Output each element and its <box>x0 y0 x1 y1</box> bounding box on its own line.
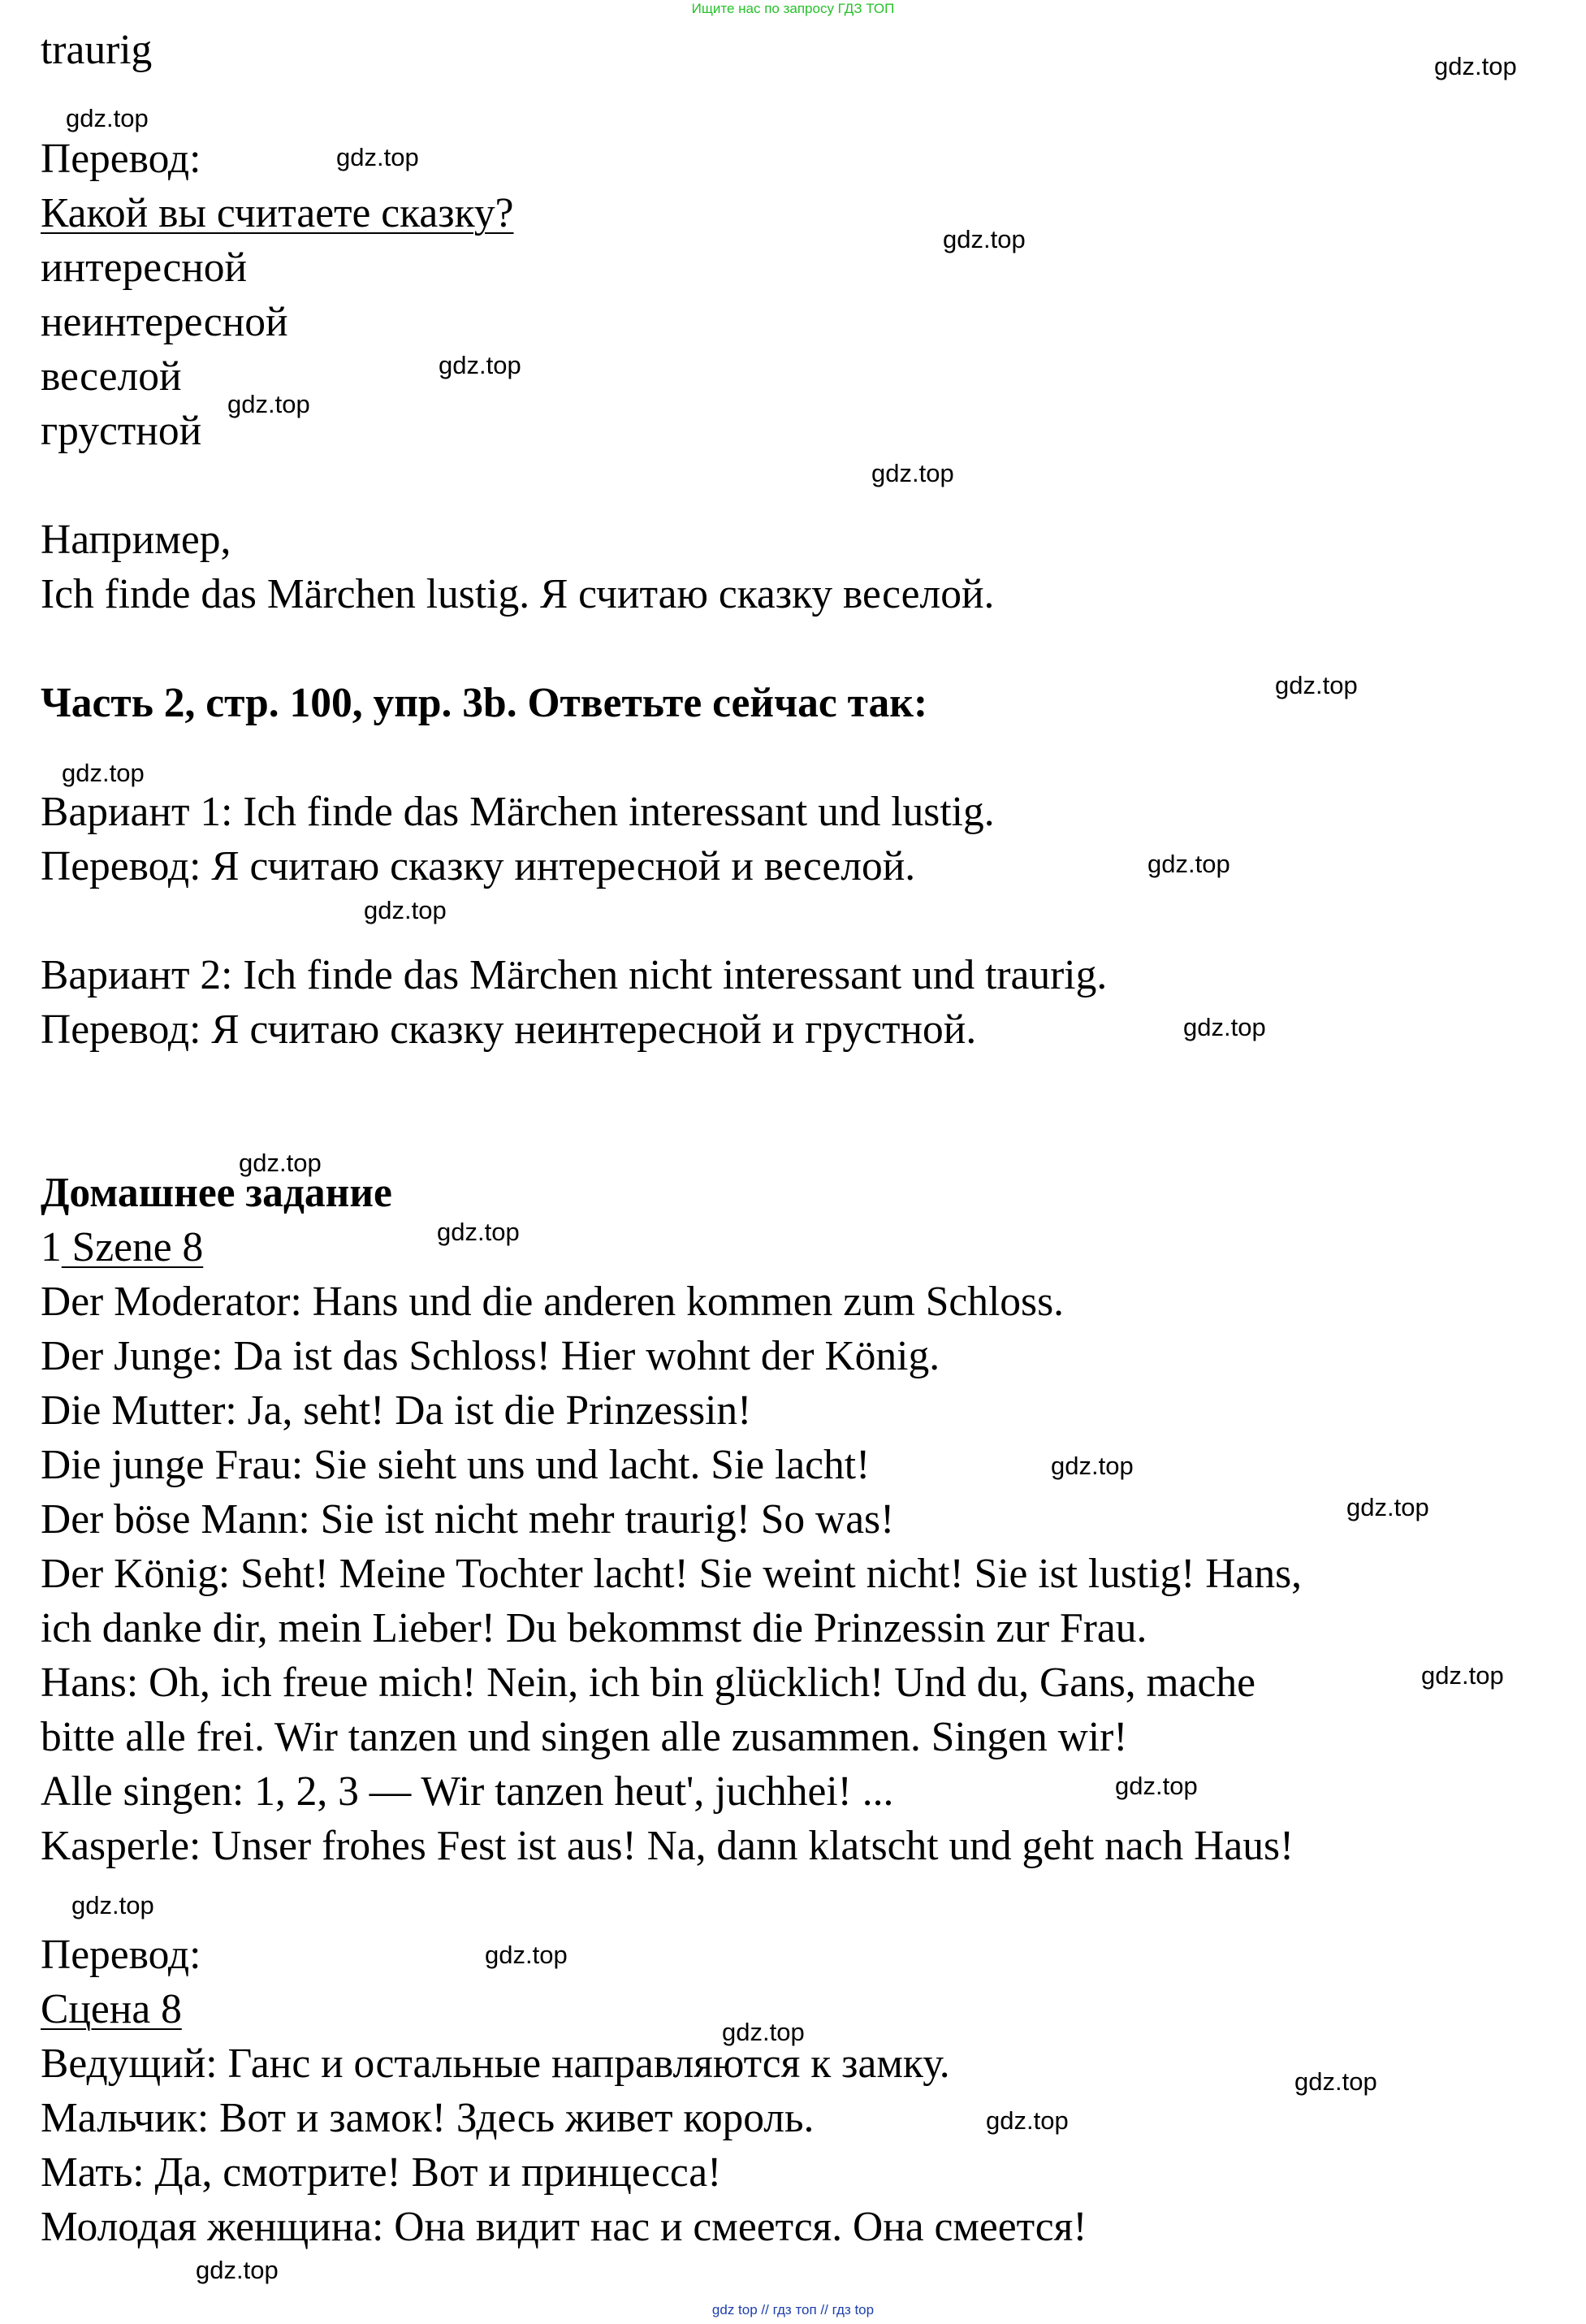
text-line: Die junge Frau: Sie sieht uns und lacht. Sie lacht! <box>41 1442 871 1488</box>
homework-heading: Домашнее задание <box>41 1170 392 1216</box>
text-line: Der Moderator: Hans und die anderen kommen zum Schloss. <box>41 1279 1065 1325</box>
text-line: Der Junge: Da ist das Schloss! Hier wohnt der König. <box>41 1333 940 1379</box>
text-line: Мать: Да, смотрите! Вот и принцесса! <box>41 2149 722 2196</box>
watermark: gdz.top <box>1421 1661 1504 1690</box>
watermark: gdz.top <box>62 759 145 787</box>
text-line: Молодая женщина: Она видит нас и смеется. Она смеется! <box>41 2204 1087 2250</box>
text-line: Вариант 1: Ich finde das Märchen interessant und lustig. <box>41 789 995 835</box>
bottom-banner: gdz top // гдз топ // гдз top <box>711 2302 875 2318</box>
watermark: gdz.top <box>196 2256 279 2284</box>
document-body <box>41 23 1551 2254</box>
watermark: gdz.top <box>437 1218 520 1246</box>
watermark: gdz.top <box>439 351 521 379</box>
watermark: gdz.top <box>66 104 149 132</box>
option-item: грустной <box>41 408 202 454</box>
watermark: gdz.top <box>871 459 954 487</box>
watermark: gdz.top <box>1115 1772 1198 1800</box>
text-line: Например, <box>41 517 231 563</box>
watermark: gdz.top <box>1051 1452 1134 1480</box>
watermark: gdz.top <box>364 896 447 924</box>
watermark: gdz.top <box>1275 671 1358 699</box>
watermark: gdz.top <box>1183 1013 1266 1041</box>
watermark: gdz.top <box>1294 2067 1377 2096</box>
watermark: gdz.top <box>1147 850 1230 878</box>
text-line: bitte alle frei. Wir tanzen und singen alle zusammen. Singen wir! <box>41 1714 1128 1760</box>
watermark: gdz.top <box>239 1149 322 1177</box>
text-line: Kasperle: Unser frohes Fest ist aus! Na, dann klatscht und geht nach Haus! <box>41 1823 1294 1869</box>
text-line: Hans: Oh, ich freue mich! Nein, ich bin glücklich! Und du, Gans, mache <box>41 1660 1255 1706</box>
translation-label: Перевод: <box>41 136 201 182</box>
text-line: Мальчик: Вот и замок! Здесь живет король. <box>41 2095 815 2141</box>
text-line: traurig <box>41 27 153 73</box>
watermark: gdz.top <box>1434 52 1517 80</box>
scene-title-text: Szene 8 <box>61 1224 204 1270</box>
section-heading: Часть 2, стр. 100, упр. 3b. Ответьте сейчас так: <box>41 680 928 726</box>
top-banner: Ищите нас по запросу ГДЗ ТОП <box>691 1 895 16</box>
text-line: Перевод: Я считаю сказку интересной и веселой. <box>41 843 916 889</box>
question-heading: Какой вы считаете сказку? <box>41 190 514 236</box>
watermark: gdz.top <box>336 143 419 171</box>
watermark: gdz.top <box>722 2018 805 2046</box>
text-line: Die Mutter: Ja, seht! Da ist die Prinzessin! <box>41 1387 752 1434</box>
text-line: ich danke dir, mein Lieber! Du bekommst die Prinzessin zur Frau. <box>41 1605 1147 1651</box>
watermark: gdz.top <box>71 1891 154 1919</box>
text-line: Ich finde das Märchen lustig. Я считаю сказку веселой. <box>41 571 995 617</box>
option-item: неинтересной <box>41 299 288 345</box>
scene-title-translation: Сцена 8 <box>41 1986 182 2032</box>
text-line: Der König: Seht! Meine Tochter lacht! Sie weint nicht! Sie ist lustig! Hans, <box>41 1551 1303 1597</box>
text-line: Перевод: Я считаю сказку неинтересной и грустной. <box>41 1006 977 1053</box>
option-item: веселой <box>41 353 182 400</box>
text-line: Ведущий: Ганс и остальные направляются к замку. <box>41 2041 950 2087</box>
text-line: Der böse Mann: Sie ist nicht mehr traurig! So was! <box>41 1496 895 1543</box>
scene-number: 1 <box>41 1224 62 1270</box>
watermark: gdz.top <box>485 1941 568 1969</box>
watermark: gdz.top <box>943 225 1026 253</box>
scene-title <box>41 1220 1551 1275</box>
option-item: интересной <box>41 245 248 291</box>
watermark: gdz.top <box>227 390 310 418</box>
watermark: gdz.top <box>986 2106 1069 2135</box>
watermark: gdz.top <box>1346 1493 1429 1521</box>
translation-label: Перевод: <box>41 1932 201 1978</box>
text-line: Alle singen: 1, 2, 3 — Wir tanzen heut', juchhei! ... <box>41 1768 894 1815</box>
text-line: Вариант 2: Ich finde das Märchen nicht interessant und traurig. <box>41 952 1108 998</box>
